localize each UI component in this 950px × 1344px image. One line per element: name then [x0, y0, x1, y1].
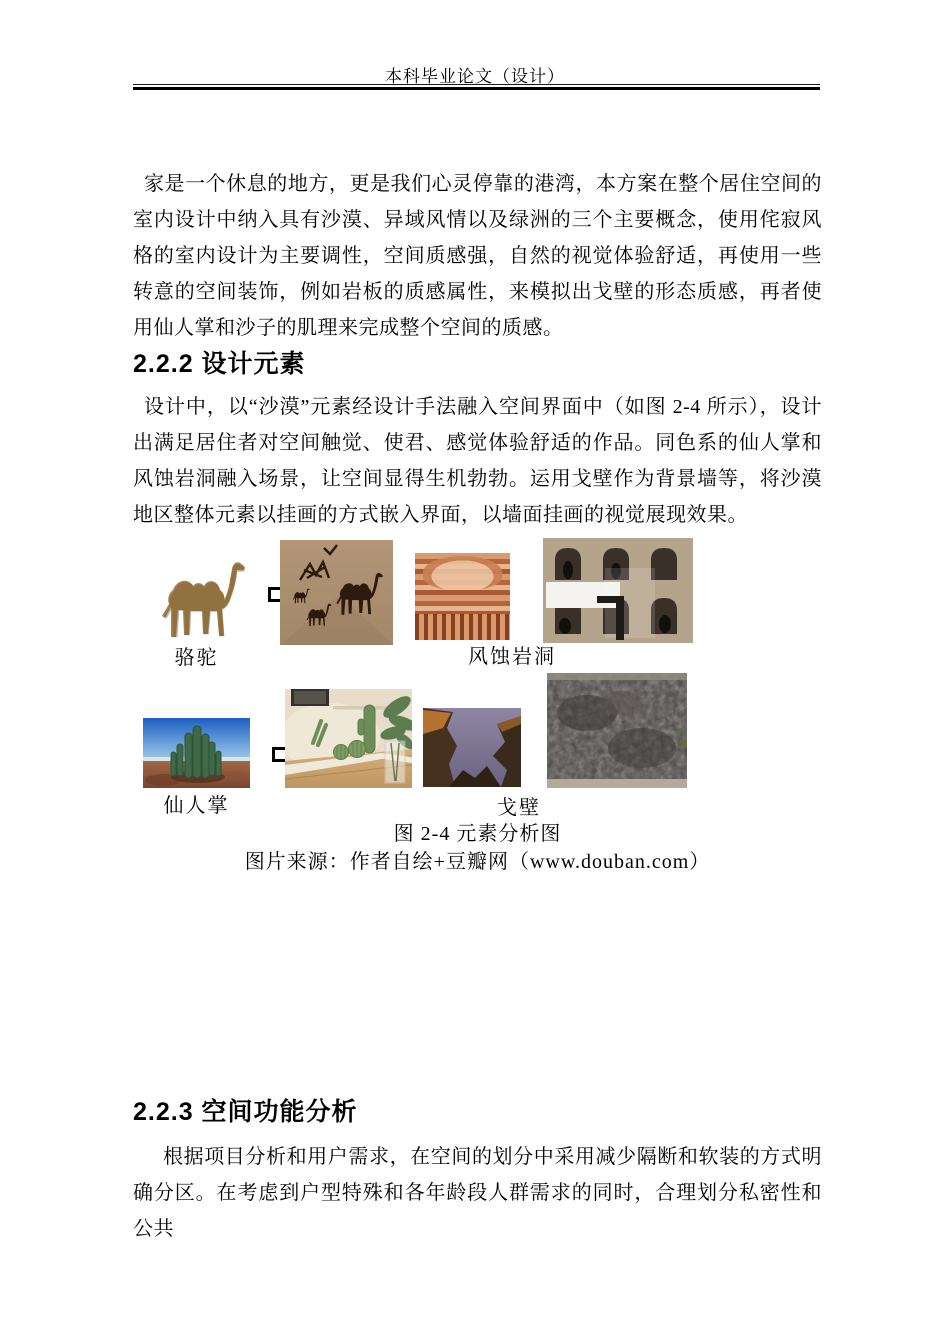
figure-caption: 图 2-4 元素分析图: [393, 823, 562, 845]
label-camel: 骆驼: [174, 647, 219, 669]
camel-photo: [145, 548, 248, 645]
label-wind-eroded-cave: 风蚀岩洞: [468, 646, 556, 668]
dark-rock-texture-photo: [547, 673, 687, 788]
cactus-desert-photo: [143, 718, 250, 788]
gobi-canyon-photo: [423, 708, 521, 787]
header-rule: [133, 84, 820, 90]
camel-wall-art: [280, 540, 393, 645]
niche-wall-photo: [543, 538, 693, 643]
cactus-interior-photo: [285, 689, 412, 788]
label-gobi: 戈壁: [497, 797, 541, 819]
label-cactus: 仙人掌: [163, 795, 230, 817]
object-anchor-icon: [272, 747, 286, 762]
section-heading-2-2-3: 2.2.3 空间功能分析: [133, 1098, 358, 1126]
wind-eroded-rock-photo: [415, 553, 510, 640]
section-heading-2-2-2: 2.2.2 设计元素: [133, 350, 306, 378]
page-header-title: 本科毕业论文（设计）: [385, 67, 565, 86]
space-function-paragraph: 根据项目分析和用户需求，在空间的划分中采用减少隔断和软装的方式明确分区。在考虑到户型特殊和各年龄段人群需求的同时，合理划分私密性和公共: [133, 1146, 822, 1240]
rock-dome-shape: [423, 556, 503, 589]
intro-paragraph: 家是一个休息的地方，更是我们心灵停靠的港湾，本方案在整个居住空间的室内设计中纳入具有沙漠、异域风情以及绿洲的三个主要概念，使用侘寂风格的室内设计为主要调性，空间质感强，自然的视觉体验舒适，再使用一些转意的空间装饰，例如岩板的质感属性，来模拟出戈壁的形态质感，再者使用仙人掌和沙子的肌理来完成整个空间的质感。: [133, 173, 822, 339]
design-elements-paragraph: 设计中，以“沙漠”元素经设计手法融入空间界面中（如图 2-4 所示），设计出满足居住者对空间触觉、使君、感觉体验舒适的作品。同色系的仙人掌和风蚀岩洞融入场景，让空间显得生机勃勃。运用戈壁作为背景墙等，将沙漠地区整体元素以挂画的方式嵌入界面，以墙面挂画的视觉展现效果。: [133, 396, 822, 526]
figure-source: 图片来源：作者自绘+豆瓣网（www.douban.com）: [244, 851, 711, 873]
